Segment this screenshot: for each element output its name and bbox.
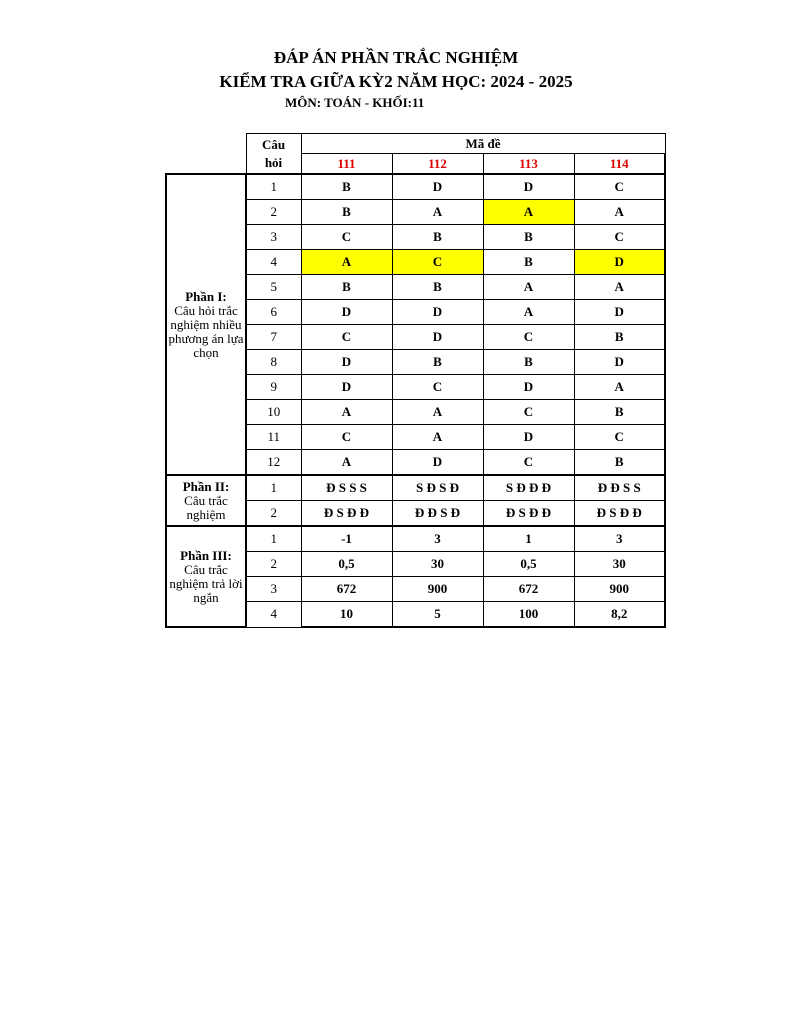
code-112: 112 xyxy=(392,154,483,175)
code-header: Mã đề xyxy=(301,134,665,154)
question-number: 1 xyxy=(246,475,301,501)
answer-cell: 8,2 xyxy=(574,602,665,628)
answer-cell: B xyxy=(392,225,483,250)
answer-cell: C xyxy=(574,225,665,250)
answer-cell: A xyxy=(392,400,483,425)
answer-cell: A xyxy=(483,200,574,225)
answer-cell: 30 xyxy=(392,552,483,577)
answer-cell: D xyxy=(301,300,392,325)
answer-cell: S Đ S Đ xyxy=(392,475,483,501)
answer-cell: C xyxy=(483,450,574,476)
answer-cell: A xyxy=(574,200,665,225)
question-number: 2 xyxy=(246,501,301,527)
question-number: 2 xyxy=(246,200,301,225)
answer-cell: D xyxy=(483,375,574,400)
answer-cell: D xyxy=(574,250,665,275)
question-header: Câu hỏi xyxy=(246,134,301,175)
answer-cell: 672 xyxy=(483,577,574,602)
answer-cell: D xyxy=(483,425,574,450)
answer-cell: 3 xyxy=(574,526,665,552)
part2-row xyxy=(166,475,665,501)
answer-cell: 30 xyxy=(574,552,665,577)
part3-row xyxy=(166,526,665,552)
answer-cell: Đ S Đ Đ xyxy=(301,501,392,527)
answer-cell: D xyxy=(574,300,665,325)
answer-cell: C xyxy=(301,225,392,250)
part2-label-text: Câu trắc nghiệm xyxy=(184,492,228,522)
answer-cell: A xyxy=(392,425,483,450)
answer-cell: A xyxy=(392,200,483,225)
answer-cell: A xyxy=(574,275,665,300)
part3-body xyxy=(166,526,665,627)
part3-label xyxy=(166,526,246,627)
answer-cell: 1 xyxy=(483,526,574,552)
exam-subtitle: KIỂM TRA GIỮA KỲ2 NĂM HỌC: 2024 - 2025 xyxy=(219,72,573,91)
answer-cell: Đ S Đ Đ xyxy=(483,501,574,527)
question-number: 3 xyxy=(246,225,301,250)
answer-cell: B xyxy=(301,200,392,225)
part1-label xyxy=(166,174,246,475)
answer-cell: -1 xyxy=(301,526,392,552)
answer-cell: D xyxy=(392,325,483,350)
answer-cell: D xyxy=(483,174,574,200)
question-number: 5 xyxy=(246,275,301,300)
answer-cell: D xyxy=(392,174,483,200)
answer-cell: A xyxy=(574,375,665,400)
answer-cell: A xyxy=(301,250,392,275)
question-number: 3 xyxy=(246,577,301,602)
answer-cell: 900 xyxy=(392,577,483,602)
code-114: 114 xyxy=(574,154,665,175)
part1-label-bold: Phần I: xyxy=(185,289,227,304)
part2-label xyxy=(166,475,246,526)
answer-cell: C xyxy=(574,174,665,200)
answer-cell: 100 xyxy=(483,602,574,628)
answer-cell: B xyxy=(392,350,483,375)
answer-cell: D xyxy=(392,300,483,325)
answer-cell: 5 xyxy=(392,602,483,628)
answer-cell: D xyxy=(301,350,392,375)
answer-cell: C xyxy=(392,375,483,400)
part2-label-bold: Phần II: xyxy=(182,479,230,494)
answer-cell: Đ Đ S Đ xyxy=(392,501,483,527)
question-number: 7 xyxy=(246,325,301,350)
answer-cell: B xyxy=(483,250,574,275)
answer-cell: Đ S Đ Đ xyxy=(574,501,665,527)
subject-line: MÔN: TOÁN - KHỐI:11 xyxy=(285,95,425,110)
page-title: ĐÁP ÁN PHẦN TRẮC NGHIỆM xyxy=(273,48,519,67)
answer-cell: B xyxy=(483,225,574,250)
answer-cell: 0,5 xyxy=(483,552,574,577)
question-number: 6 xyxy=(246,300,301,325)
blank-corner xyxy=(166,134,246,175)
answer-cell: A xyxy=(483,275,574,300)
answer-key-table xyxy=(165,133,666,628)
part1-body xyxy=(166,174,665,475)
answer-cell: B xyxy=(301,174,392,200)
code-111: 111 xyxy=(301,154,392,175)
answer-cell: A xyxy=(301,400,392,425)
answer-cell: C xyxy=(483,400,574,425)
answer-cell: B xyxy=(392,275,483,300)
answer-cell: C xyxy=(301,325,392,350)
question-number: 12 xyxy=(246,450,301,476)
answer-cell: 900 xyxy=(574,577,665,602)
question-number: 1 xyxy=(246,526,301,552)
answer-cell: 0,5 xyxy=(301,552,392,577)
answer-cell: A xyxy=(301,450,392,476)
answer-cell: C xyxy=(483,325,574,350)
answer-cell: B xyxy=(574,400,665,425)
answer-cell: A xyxy=(483,300,574,325)
question-number: 4 xyxy=(246,250,301,275)
answer-cell: Đ Đ S S xyxy=(574,475,665,501)
answer-cell: D xyxy=(574,350,665,375)
answer-cell: 672 xyxy=(301,577,392,602)
part3-label-text: Câu trắc nghiệm trả lời ngắn xyxy=(169,561,243,605)
answer-cell: B xyxy=(574,450,665,476)
code-113: 113 xyxy=(483,154,574,175)
answer-cell: B xyxy=(483,350,574,375)
part1-label-text: Câu hỏi trắc nghiệm nhiều phương án lựa chọn xyxy=(168,302,244,360)
question-number: 2 xyxy=(246,552,301,577)
part3-label-bold: Phần III: xyxy=(180,548,232,563)
answer-cell: D xyxy=(392,450,483,476)
answer-cell: C xyxy=(574,425,665,450)
answer-cell: C xyxy=(392,250,483,275)
answer-cell: S Đ Đ Đ xyxy=(483,475,574,501)
question-number: 10 xyxy=(246,400,301,425)
part1-row xyxy=(166,174,665,200)
answer-cell: C xyxy=(301,425,392,450)
question-number: 1 xyxy=(246,174,301,200)
answer-cell: B xyxy=(574,325,665,350)
answer-cell: D xyxy=(301,375,392,400)
question-number: 8 xyxy=(246,350,301,375)
question-number: 11 xyxy=(246,425,301,450)
answer-cell: 10 xyxy=(301,602,392,628)
answer-cell: B xyxy=(301,275,392,300)
part2-body xyxy=(166,475,665,526)
question-number: 9 xyxy=(246,375,301,400)
answer-cell: 3 xyxy=(392,526,483,552)
answer-cell: Đ S S S xyxy=(301,475,392,501)
question-number: 4 xyxy=(246,602,301,628)
